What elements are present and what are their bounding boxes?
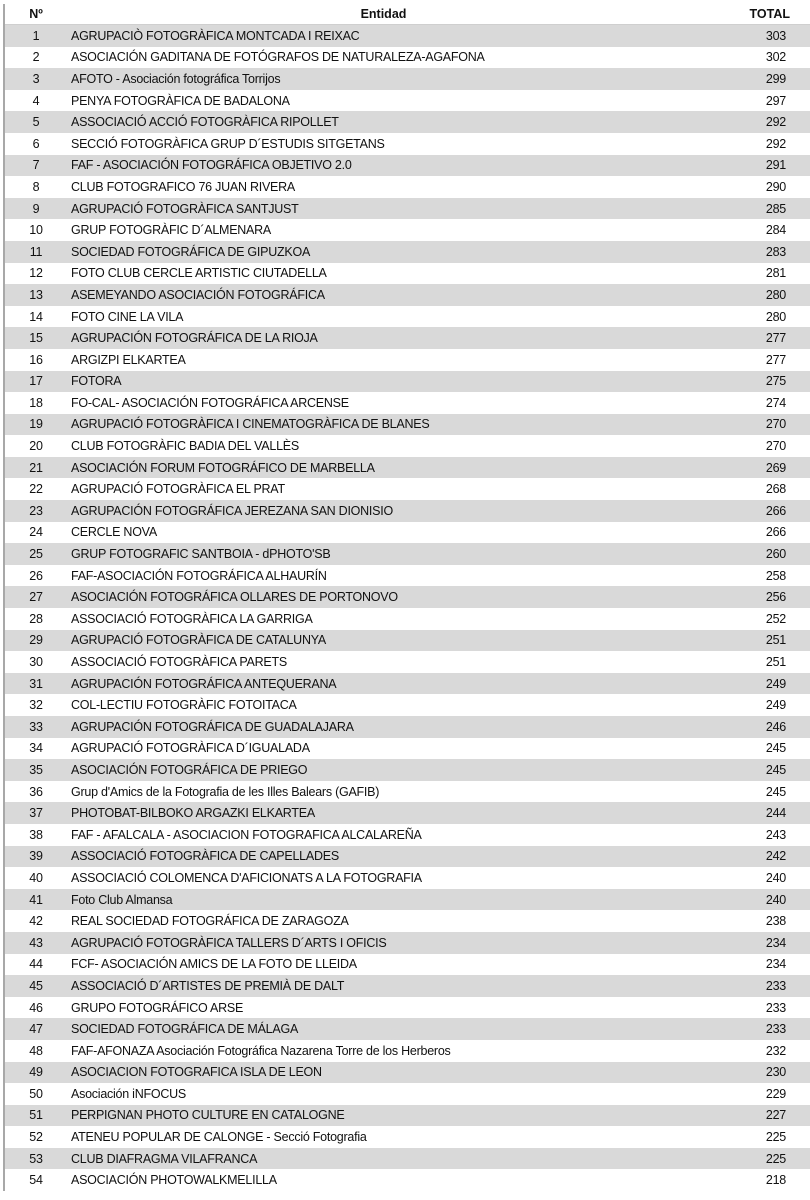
table-row xyxy=(5,284,810,306)
table-row xyxy=(5,457,810,479)
table-row xyxy=(5,889,810,911)
table-row xyxy=(5,327,810,349)
row-total: 240 xyxy=(765,892,786,907)
row-number: 54 xyxy=(29,1173,43,1188)
row-entity: AGRUPACIÓN FOTOGRÁFICA DE LA RIOJA xyxy=(71,331,318,346)
table-row xyxy=(5,910,810,932)
row-number: 21 xyxy=(29,460,43,475)
table-row xyxy=(5,1062,810,1084)
table-row xyxy=(5,133,810,155)
row-number: 44 xyxy=(29,957,43,972)
table-row xyxy=(5,176,810,198)
row-number: 27 xyxy=(29,590,43,605)
row-number: 1 xyxy=(32,28,40,43)
row-number: 33 xyxy=(29,719,43,734)
row-number: 6 xyxy=(32,136,40,151)
table-row xyxy=(5,694,810,716)
row-number: 51 xyxy=(29,1108,43,1123)
table-row xyxy=(5,1083,810,1105)
row-total: 280 xyxy=(765,287,786,302)
table-row xyxy=(5,630,810,652)
row-total: 280 xyxy=(765,309,786,324)
table-row xyxy=(5,435,810,457)
table-row xyxy=(5,306,810,328)
row-number: 19 xyxy=(29,417,43,432)
row-number: 34 xyxy=(29,741,43,756)
row-total: 291 xyxy=(765,158,786,173)
row-total: 284 xyxy=(765,223,786,238)
row-number: 43 xyxy=(29,935,43,950)
row-number: 47 xyxy=(29,1022,43,1037)
row-number: 42 xyxy=(29,914,43,929)
row-entity: PENYA FOTOGRÀFICA DE BADALONA xyxy=(71,93,290,108)
table-row xyxy=(5,263,810,285)
row-total: 283 xyxy=(765,244,786,259)
row-total: 277 xyxy=(765,352,786,367)
row-number: 30 xyxy=(29,655,43,670)
row-entity: AGRUPACIÒ FOTOGRÀFICA MONTCADA I REIXAC xyxy=(71,28,360,43)
row-entity: AGRUPACIÓ FOTOGRÀFICA D´IGUALADA xyxy=(71,741,310,756)
table-row xyxy=(5,241,810,263)
row-entity: ASSOCIACIÓ ACCIÓ FOTOGRÀFICA RIPOLLET xyxy=(71,115,339,130)
row-number: 24 xyxy=(29,525,43,540)
row-entity: GRUP FOTOGRÀFIC D´ALMENARA xyxy=(71,223,272,238)
row-total: 234 xyxy=(765,935,786,950)
row-number: 52 xyxy=(29,1130,43,1145)
row-number: 13 xyxy=(29,287,43,302)
row-total: 240 xyxy=(765,870,786,885)
table-row xyxy=(5,781,810,803)
header-total: TOTAL xyxy=(749,7,790,21)
row-total: 275 xyxy=(765,374,786,389)
row-number: 4 xyxy=(32,93,40,108)
row-total: 238 xyxy=(765,914,786,929)
row-entity: ASEMEYANDO ASOCIACIÓN FOTOGRÁFICA xyxy=(71,287,325,302)
table-row xyxy=(5,392,810,414)
row-number: 5 xyxy=(32,115,40,130)
row-total: 233 xyxy=(765,1000,786,1015)
row-total: 268 xyxy=(765,482,786,497)
row-entity: Foto Club Almansa xyxy=(71,892,173,907)
row-entity: ARGIZPI ELKARTEA xyxy=(71,352,186,367)
row-entity: Grup d'Amics de la Fotografia de les Illes Balears (GAFIB) xyxy=(71,784,380,799)
row-entity: ASSOCIACIÓ COLOMENCA D'AFICIONATS A LA FOTOGRAFIA xyxy=(71,870,422,885)
row-entity: ASOCIACIÓN FOTOGRÁFICA DE PRIEGO xyxy=(71,762,308,777)
table-row xyxy=(5,1126,810,1148)
row-entity: FOTORA xyxy=(71,374,122,389)
row-total: 244 xyxy=(765,806,786,821)
table-row xyxy=(5,155,810,177)
table-row xyxy=(5,932,810,954)
row-total: 256 xyxy=(765,590,786,605)
row-number: 35 xyxy=(29,762,43,777)
header-num: Nº xyxy=(29,7,43,21)
row-entity: FAF - ASOCIACIÓN FOTOGRÁFICA OBJETIVO 2.0 xyxy=(71,158,352,173)
row-number: 37 xyxy=(29,806,43,821)
row-total: 243 xyxy=(765,827,786,842)
table-row xyxy=(5,198,810,220)
table-row xyxy=(5,1040,810,1062)
row-total: 258 xyxy=(765,568,786,583)
row-number: 9 xyxy=(32,201,40,216)
row-number: 15 xyxy=(29,331,43,346)
row-entity: CLUB FOTOGRÀFIC BADIA DEL VALLÈS xyxy=(71,439,299,454)
row-total: 233 xyxy=(765,1022,786,1037)
row-total: 252 xyxy=(765,611,786,626)
row-total: 299 xyxy=(765,71,786,86)
row-number: 3 xyxy=(32,71,40,86)
row-total: 266 xyxy=(765,525,786,540)
row-number: 28 xyxy=(29,611,43,626)
table-row xyxy=(5,371,810,393)
row-number: 38 xyxy=(29,827,43,842)
row-number: 45 xyxy=(29,978,43,993)
table-row xyxy=(5,759,810,781)
row-entity: CLUB DIAFRAGMA VILAFRANCA xyxy=(71,1151,258,1166)
table-row xyxy=(5,997,810,1019)
row-entity: ASSOCIACIÓ FOTOGRÀFICA DE CAPELLADES xyxy=(71,849,339,864)
row-entity: FAF - AFALCALA - ASOCIACION FOTOGRAFICA ALCALAREÑA xyxy=(71,827,422,842)
row-total: 233 xyxy=(765,978,786,993)
row-number: 12 xyxy=(29,266,43,281)
table-row xyxy=(5,500,810,522)
row-entity: AFOTO - Asociación fotográfica Torrijos xyxy=(71,71,281,86)
row-number: 22 xyxy=(29,482,43,497)
table-row xyxy=(5,47,810,69)
table-row xyxy=(5,586,810,608)
row-entity: CERCLE NOVA xyxy=(71,525,157,540)
row-number: 31 xyxy=(29,676,43,691)
table-row xyxy=(5,608,810,630)
row-total: 292 xyxy=(765,115,786,130)
table-row xyxy=(5,651,810,673)
row-entity: PHOTOBAT-BILBOKO ARGAZKI ELKARTEA xyxy=(71,806,315,821)
row-total: 266 xyxy=(765,503,786,518)
row-total: 225 xyxy=(765,1151,786,1166)
table-row xyxy=(5,111,810,133)
row-number: 8 xyxy=(32,179,40,194)
row-entity: ATENEU POPULAR DE CALONGE - Secció Fotografia xyxy=(71,1130,367,1145)
row-entity: AGRUPACIÓ FOTOGRÀFICA SANTJUST xyxy=(71,201,299,216)
table-row xyxy=(5,846,810,868)
row-entity: ASOCIACION FOTOGRAFICA ISLA DE LEON xyxy=(71,1065,322,1080)
table-row xyxy=(5,867,810,889)
table-row xyxy=(5,802,810,824)
row-entity: ASOCIACIÓN PHOTOWALKMELILLA xyxy=(71,1173,277,1188)
table-row xyxy=(5,1148,810,1170)
table-row xyxy=(5,954,810,976)
header-entity: Entidad xyxy=(360,7,407,21)
row-entity: AGRUPACIÓ FOTOGRÀFICA TALLERS D´ARTS I OFICIS xyxy=(71,935,387,950)
row-total: 251 xyxy=(765,655,786,670)
row-number: 23 xyxy=(29,503,43,518)
table-header xyxy=(5,4,810,25)
row-entity: CLUB FOTOGRAFICO 76 JUAN RIVERA xyxy=(71,179,296,194)
row-total: 245 xyxy=(765,741,786,756)
row-total: 285 xyxy=(765,201,786,216)
row-number: 29 xyxy=(29,633,43,648)
table-row xyxy=(5,975,810,997)
row-total: 297 xyxy=(765,93,786,108)
table-row xyxy=(5,414,810,436)
row-number: 2 xyxy=(32,50,40,65)
table-row xyxy=(5,738,810,760)
row-entity: ASSOCIACIÓ D´ARTISTES DE PREMIÀ DE DALT xyxy=(71,978,345,993)
row-entity: ASOCIACIÓN FORUM FOTOGRÁFICO DE MARBELLA xyxy=(71,460,375,475)
row-number: 41 xyxy=(29,892,43,907)
row-total: 302 xyxy=(765,50,786,65)
row-entity: ASSOCIACIÓ FOTOGRÀFICA LA GARRIGA xyxy=(71,611,313,626)
row-entity: FOTO CLUB CERCLE ARTISTIC CIUTADELLA xyxy=(71,266,327,281)
row-entity: PERPIGNAN PHOTO CULTURE EN CATALOGNE xyxy=(71,1108,345,1123)
row-total: 281 xyxy=(765,266,786,281)
row-entity: AGRUPACIÓ FOTOGRÀFICA EL PRAT xyxy=(71,482,285,497)
row-entity: SOCIEDAD FOTOGRÁFICA DE MÁLAGA xyxy=(71,1022,299,1037)
row-number: 7 xyxy=(32,158,40,173)
row-number: 18 xyxy=(29,395,43,410)
row-entity: GRUP FOTOGRAFIC SANTBOIA - dPHOTO'SB xyxy=(71,547,331,562)
row-total: 277 xyxy=(765,331,786,346)
table-row xyxy=(5,522,810,544)
row-entity: AGRUPACIÓN FOTOGRÁFICA ANTEQUERANA xyxy=(71,676,337,691)
row-entity: AGRUPACIÓ FOTOGRÀFICA DE CATALUNYA xyxy=(71,633,326,648)
table-row xyxy=(5,1105,810,1127)
row-number: 39 xyxy=(29,849,43,864)
row-total: 260 xyxy=(765,547,786,562)
table-row xyxy=(5,478,810,500)
table-row xyxy=(5,219,810,241)
row-entity: FOTO CINE LA VILA xyxy=(71,309,184,324)
row-entity: FCF- ASOCIACIÓN AMICS DE LA FOTO DE LLEIDA xyxy=(71,957,357,972)
row-entity: ASOCIACIÓN GADITANA DE FOTÓGRAFOS DE NATURALEZA-AGAFONA xyxy=(71,50,485,65)
row-total: 270 xyxy=(765,417,786,432)
row-entity: SECCIÓ FOTOGRÀFICA GRUP D´ESTUDIS SITGETANS xyxy=(71,136,385,151)
row-entity: GRUPO FOTOGRÁFICO ARSE xyxy=(71,1000,244,1015)
row-total: 249 xyxy=(765,676,786,691)
row-entity: FAF-AFONAZA Asociación Fotográfica Nazarena Torre de los Herberos xyxy=(71,1043,451,1058)
row-total: 234 xyxy=(765,957,786,972)
row-total: 251 xyxy=(765,633,786,648)
row-total: 303 xyxy=(765,28,786,43)
row-total: 218 xyxy=(765,1173,786,1188)
row-number: 14 xyxy=(29,309,43,324)
row-number: 32 xyxy=(29,698,43,713)
table-row xyxy=(5,68,810,90)
row-number: 16 xyxy=(29,352,43,367)
table-row xyxy=(5,349,810,371)
row-total: 274 xyxy=(765,395,786,410)
row-total: 270 xyxy=(765,439,786,454)
row-total: 249 xyxy=(765,698,786,713)
row-entity: Asociación iNFOCUS xyxy=(71,1086,186,1101)
row-entity: SOCIEDAD FOTOGRÁFICA DE GIPUZKOA xyxy=(71,244,311,259)
table-row xyxy=(5,673,810,695)
table-row xyxy=(5,716,810,738)
row-number: 48 xyxy=(29,1043,43,1058)
table-row xyxy=(5,824,810,846)
row-total: 290 xyxy=(765,179,786,194)
row-number: 46 xyxy=(29,1000,43,1015)
table-row xyxy=(5,25,810,47)
row-entity: FO-CAL- ASOCIACIÓN FOTOGRÁFICA ARCENSE xyxy=(71,395,349,410)
row-number: 49 xyxy=(29,1065,43,1080)
row-total: 232 xyxy=(765,1043,786,1058)
row-total: 245 xyxy=(765,784,786,799)
row-total: 245 xyxy=(765,762,786,777)
row-total: 246 xyxy=(765,719,786,734)
row-number: 40 xyxy=(29,870,43,885)
row-entity: AGRUPACIÓ FOTOGRÀFICA I CINEMATOGRÀFICA DE BLANES xyxy=(71,417,430,432)
table-row xyxy=(5,543,810,565)
row-number: 53 xyxy=(29,1151,43,1166)
row-number: 10 xyxy=(29,223,43,238)
row-total: 227 xyxy=(765,1108,786,1123)
table-row xyxy=(5,1169,810,1191)
row-total: 230 xyxy=(765,1065,786,1080)
row-entity: COL-LECTIU FOTOGRÀFIC FOTOITACA xyxy=(71,698,297,713)
row-number: 17 xyxy=(29,374,43,389)
ranking-table xyxy=(3,4,810,1191)
table-row xyxy=(5,1018,810,1040)
row-number: 11 xyxy=(29,244,43,259)
row-number: 20 xyxy=(29,439,43,454)
row-entity: ASOCIACIÓN FOTOGRÁFICA OLLARES DE PORTONOVO xyxy=(71,590,398,605)
row-total: 269 xyxy=(765,460,786,475)
row-total: 229 xyxy=(765,1086,786,1101)
row-entity: AGRUPACIÓN FOTOGRÁFICA DE GUADALAJARA xyxy=(71,719,354,734)
table-body xyxy=(5,25,810,1191)
table-row xyxy=(5,90,810,112)
row-number: 50 xyxy=(29,1086,43,1101)
row-total: 292 xyxy=(765,136,786,151)
row-total: 242 xyxy=(765,849,786,864)
row-entity: ASSOCIACIÓ FOTOGRÀFICA PARETS xyxy=(71,655,287,670)
row-number: 26 xyxy=(29,568,43,583)
row-entity: REAL SOCIEDAD FOTOGRÁFICA DE ZARAGOZA xyxy=(71,914,349,929)
row-number: 25 xyxy=(29,547,43,562)
row-number: 36 xyxy=(29,784,43,799)
row-total: 225 xyxy=(765,1130,786,1145)
table-row xyxy=(5,565,810,587)
row-entity: FAF-ASOCIACIÓN FOTOGRÁFICA ALHAURÍN xyxy=(71,568,327,583)
row-entity: AGRUPACIÓN FOTOGRÁFICA JEREZANA SAN DIONISIO xyxy=(71,503,393,518)
